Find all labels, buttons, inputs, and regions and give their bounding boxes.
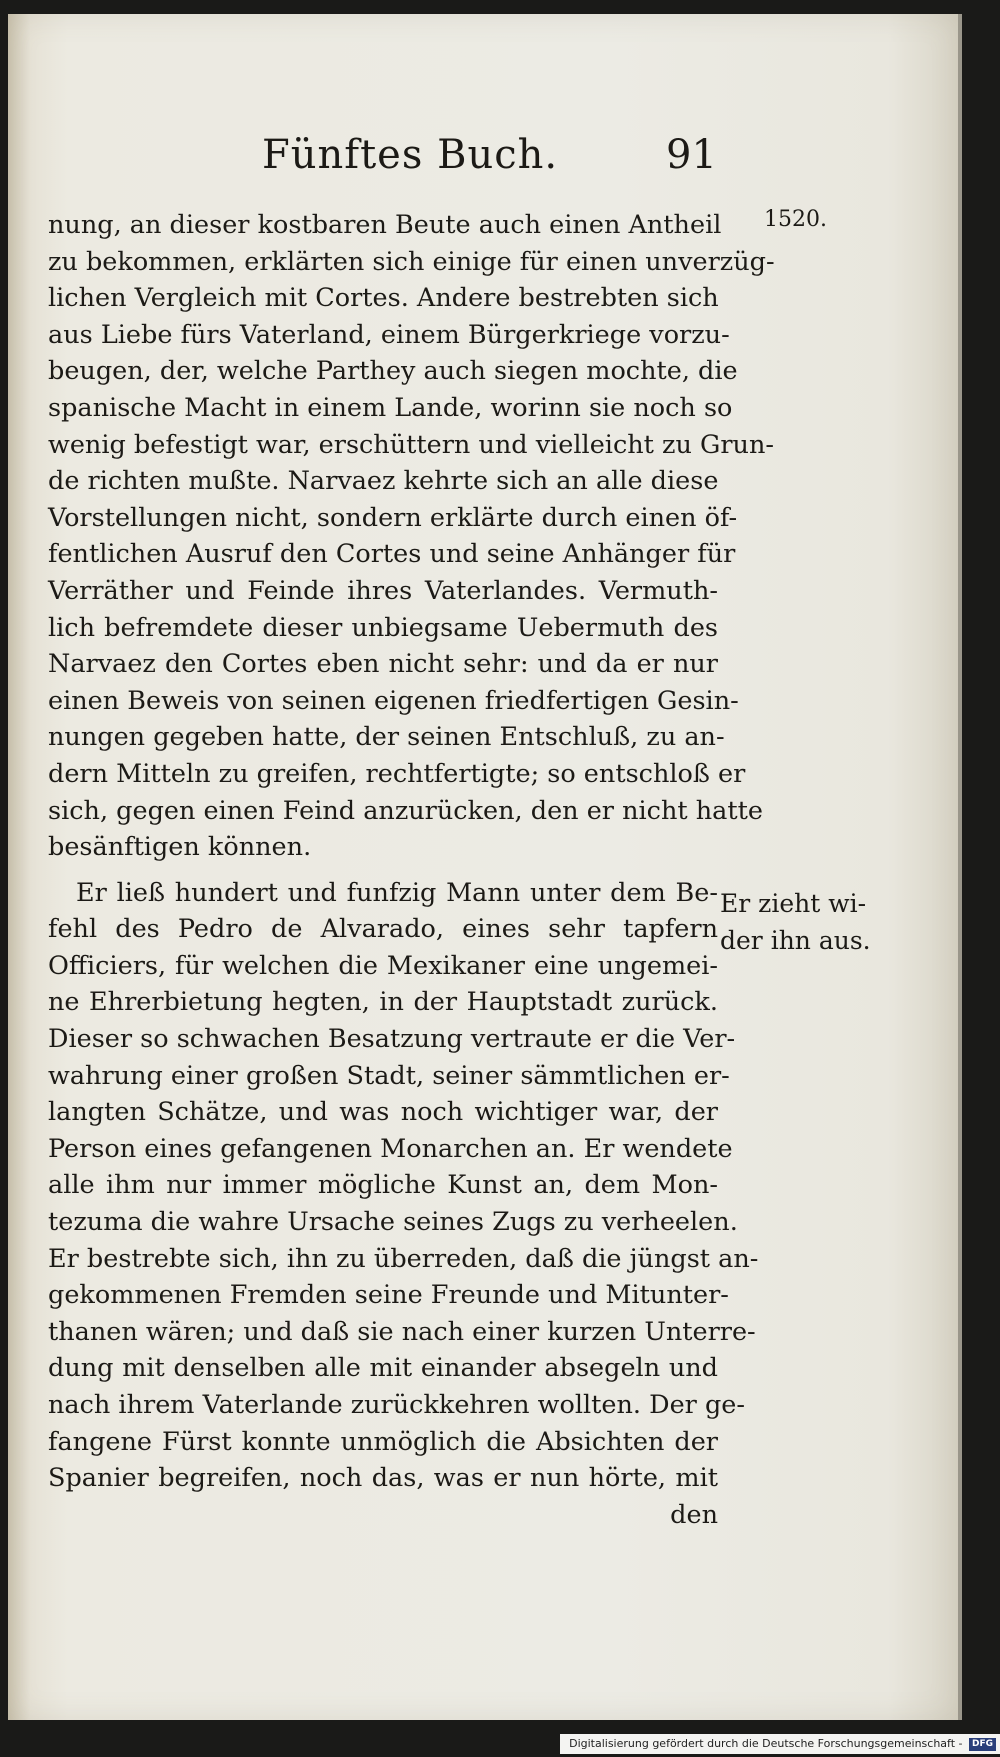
margin-year: 1520. — [764, 207, 827, 232]
text-line: gekommenen Fremden seine Freunde und Mitunter- — [48, 1280, 729, 1311]
text-line: fentlichen Ausruf den Cortes und seine Anhänger für — [48, 539, 736, 570]
text-line: Narvaez den Cortes eben nicht sehr: und da er nur — [48, 649, 718, 680]
footer-text: Digitalisierung gefördert durch die Deutsche Forschungsgemeinschaft - — [569, 1737, 963, 1750]
text-line: lich befremdete dieser unbiegsame Uebermuth des — [48, 612, 718, 643]
text-line: alle ihm nur immer mögliche Kunst an, dem Mon- — [48, 1170, 718, 1201]
text-line: sich, gegen einen Feind anzurücken, den er nicht hatte — [48, 795, 763, 826]
text-line: Er bestrebte sich, ihn zu überreden, daß die jüngst an- — [48, 1243, 759, 1274]
text-line: dern Mitteln zu greifen, rechtfertigte; so entschloß er — [48, 758, 746, 789]
running-head — [0, 132, 1000, 192]
text-line: Er ließ hundert und funfzig Mann unter dem Be- — [76, 877, 718, 908]
text-line: fangene Fürst konnte unmöglich die Absichten der — [48, 1426, 718, 1457]
paragraph-1 — [48, 207, 775, 866]
text-line: langten Schätze, und was noch wichtiger war, der — [48, 1097, 718, 1128]
text-line: beugen, der, welche Parthey auch siegen mochte, die — [48, 356, 738, 387]
text-line: thanen wären; und daß sie nach einer kurzen Unterre- — [48, 1316, 756, 1347]
paragraph-2 — [48, 875, 759, 1534]
text-line: Dieser so schwachen Besatzung vertraute er die Ver- — [48, 1024, 736, 1055]
margin-note — [720, 886, 871, 959]
body-text — [48, 207, 775, 1533]
text-line: de richten mußte. Narvaez kehrte sich an alle diese — [48, 466, 719, 497]
text-line: spanische Macht in einem Lande, worinn sie noch so — [48, 392, 733, 423]
text-line: lichen Vergleich mit Cortes. Andere bestrebten sich — [48, 283, 719, 314]
text-line: ne Ehrerbietung hegten, in der Hauptstadt zurück. — [48, 987, 718, 1018]
text-line: nach ihrem Vaterlande zurückkehren wollten. Der ge- — [48, 1390, 745, 1420]
page-number: 91 — [666, 132, 717, 178]
text-line: Officiers, für welchen die Mexikaner eine ungemei- — [48, 950, 718, 981]
text-line: nungen gegeben hatte, der seinen Entschluß, zu an- — [48, 722, 725, 753]
margin-note-line: der ihn aus. — [720, 925, 871, 955]
running-title: Fünftes Buch. — [262, 132, 559, 178]
funding-footer — [560, 1734, 1000, 1754]
text-line: fehl des Pedro de Alvarado, eines sehr tapfern — [48, 914, 718, 945]
text-line: zu bekommen, erklärten sich einige für einen unverzüg- — [48, 246, 775, 277]
text-line: wenig befestigt war, erschüttern und vielleicht zu Grun- — [48, 429, 774, 460]
catchword: den — [670, 1499, 718, 1530]
text-line: tezuma die wahre Ursache seines Zugs zu verheelen. — [48, 1207, 738, 1238]
page-edge — [958, 14, 962, 1720]
text-line: Person eines gefangenen Monarchen an. Er wendete — [48, 1133, 733, 1164]
text-line: nung, an dieser kostbaren Beute auch einen Antheil — [48, 210, 722, 240]
text-line: Spanier begreifen, noch das, was er nun hörte, mit — [48, 1463, 718, 1494]
text-line: aus Liebe fürs Vaterland, einem Bürgerkriege vorzu- — [48, 319, 730, 350]
text-line: einen Beweis von seinen eigenen friedfertigen Gesin- — [48, 685, 739, 716]
dfg-logo: DFG — [969, 1738, 996, 1751]
text-line: Verräther und Feinde ihres Vaterlandes. Vermuth- — [48, 575, 718, 606]
text-line: besänftigen können. — [48, 832, 312, 863]
text-line: dung mit denselben alle mit einander absegeln und — [48, 1353, 718, 1384]
text-line: Vorstellungen nicht, sondern erklärte durch einen öf- — [48, 502, 738, 533]
margin-note-line: Er zieht wi- — [720, 889, 867, 918]
paragraph-gap — [48, 866, 718, 875]
text-line: wahrung einer großen Stadt, seiner sämmtlichen er- — [48, 1060, 730, 1091]
